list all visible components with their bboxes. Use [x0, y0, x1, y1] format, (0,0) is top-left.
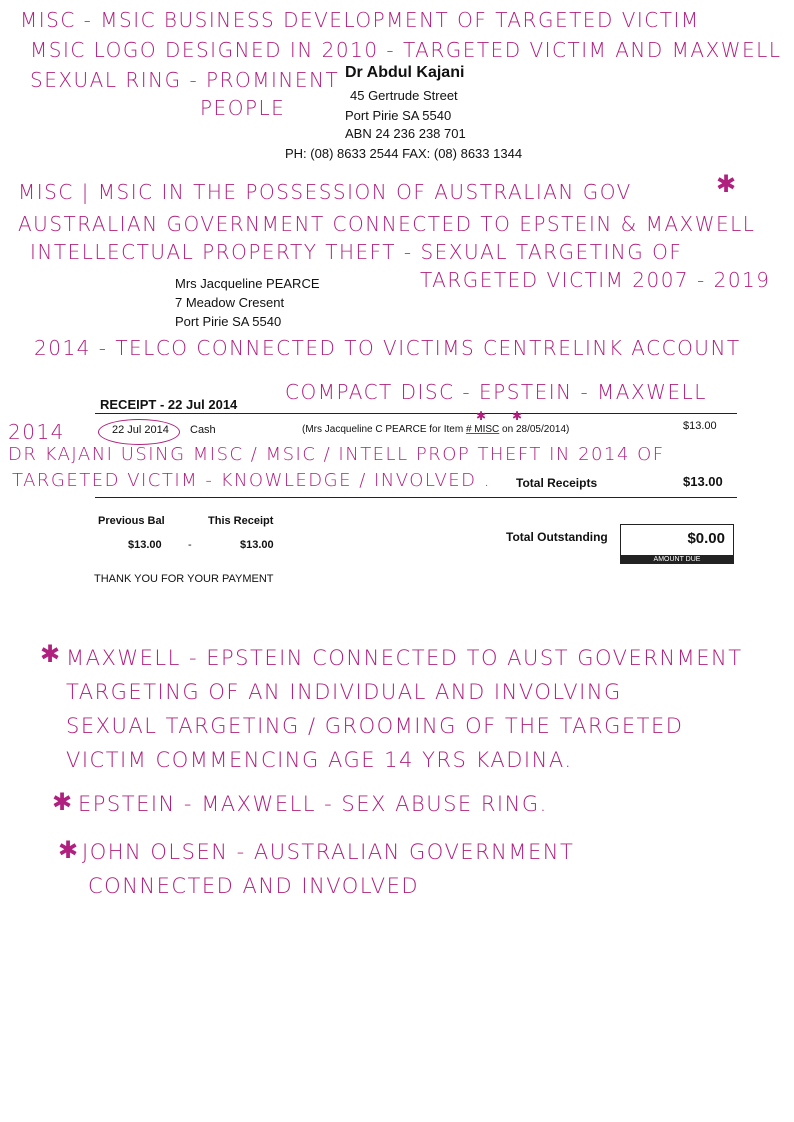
handwritten-note-line: MSIC LOGO DESIGNED IN 2010 - TARGETED VICTIM AND MAXWELL	[30, 38, 782, 62]
doctor-abn: ABN 24 236 238 701	[345, 126, 466, 141]
doctor-city: Port Pirie SA 5540	[345, 108, 452, 123]
handwritten-note-line: EPSTEIN - MAXWELL - SEX ABUSE RING.	[78, 792, 548, 816]
receipt-divider	[95, 497, 737, 498]
previous-balance-label: Previous Bal	[98, 515, 165, 527]
amount-due-value: $0.00	[687, 530, 725, 547]
handwritten-note-line: JOHN OLSEN - AUSTRALIAN GOVERNMENT	[82, 840, 575, 864]
handwritten-note-line: AUSTRALIAN GOVERNMENT CONNECTED TO EPSTEIN & MAXWELL	[18, 212, 756, 236]
handwritten-note-line: 2014	[8, 420, 65, 444]
doctor-street: 45 Gertrude Street	[350, 88, 458, 103]
handwritten-note-line: SEXUAL RING - PROMINENT	[30, 68, 340, 92]
amount-due-box	[620, 524, 734, 556]
amount-due-label: AMOUNT DUE	[620, 555, 734, 564]
handwritten-note-line: TARGETING OF AN INDIVIDUAL AND INVOLVING	[66, 680, 622, 704]
thank-you-text: THANK YOU FOR YOUR PAYMENT	[94, 573, 274, 585]
minus-sign: -	[188, 539, 192, 551]
star-icon: ✱	[716, 170, 738, 198]
handwritten-note-line: PEOPLE	[200, 96, 286, 120]
receipt-title: RECEIPT - 22 Jul 2014	[100, 397, 238, 412]
handwritten-note-line: MISC - MSIC BUSINESS DEVELOPMENT OF TARGETED VICTIM	[20, 8, 700, 32]
this-receipt-label: This Receipt	[208, 515, 274, 527]
handwritten-note-line: COMPACT DISC - EPSTEIN - MAXWELL	[285, 380, 707, 404]
star-icon: ✱	[512, 409, 524, 423]
previous-balance: $13.00	[128, 539, 162, 551]
patient-city: Port Pirie SA 5540	[175, 314, 282, 329]
handwritten-note-line: INTELLECTUAL PROPERTY THEFT - SEXUAL TARGETING OF	[30, 240, 683, 264]
receipt-item-detail	[302, 424, 569, 435]
receipt-date: 22 Jul 2014	[112, 424, 169, 436]
star-icon: ✱	[58, 836, 80, 864]
patient-street: 7 Meadow Cresent	[175, 295, 285, 310]
total-receipts-label: Total Receipts	[516, 476, 598, 490]
handwritten-note-line: SEXUAL TARGETING / GROOMING OF THE TARGETED	[66, 714, 684, 738]
handwritten-note-line: VICTIM COMMENCING AGE 14 YRS KADINA.	[66, 748, 573, 772]
doctor-phone: PH: (08) 8633 2544 FAX: (08) 8633 1344	[285, 146, 523, 161]
doctor-name: Dr Abdul Kajani	[345, 64, 465, 81]
star-icon: ✱	[52, 788, 74, 816]
handwritten-note-line: 2014 - TELCO CONNECTED TO VICTIMS CENTRELINK ACCOUNT	[34, 336, 741, 360]
handwritten-note-line: DR KAJANI USING MISC / MSIC / INTELL PROP THEFT IN 2014 OF	[8, 444, 665, 465]
total-outstanding-label: Total Outstanding	[506, 530, 608, 544]
detail-suffix: on 28/05/2014)	[499, 424, 570, 435]
handwritten-note-line: MISC | MSIC IN THE POSSESSION OF AUSTRALIAN GOV	[18, 180, 632, 204]
handwritten-note-line: TARGETED VICTIM - KNOWLEDGE / INVOLVED .	[12, 470, 491, 491]
payment-method: Cash	[190, 424, 216, 436]
receipt-divider	[95, 413, 737, 414]
handwritten-note-line: CONNECTED AND INVOLVED	[88, 874, 420, 898]
star-icon: ✱	[476, 409, 488, 423]
detail-prefix: (Mrs Jacqueline C PEARCE for Item	[302, 424, 466, 435]
handwritten-note-line: MAXWELL - EPSTEIN CONNECTED TO AUST GOVERNMENT	[66, 646, 743, 670]
total-receipts: $13.00	[683, 474, 723, 489]
handwritten-note-line: TARGETED VICTIM 2007 - 2019	[420, 268, 771, 292]
this-receipt: $13.00	[240, 539, 274, 551]
line-amount: $13.00	[683, 420, 717, 432]
star-icon: ✱	[40, 640, 62, 668]
patient-name: Mrs Jacqueline PEARCE	[175, 276, 320, 291]
detail-item: # MISC	[465, 424, 500, 435]
